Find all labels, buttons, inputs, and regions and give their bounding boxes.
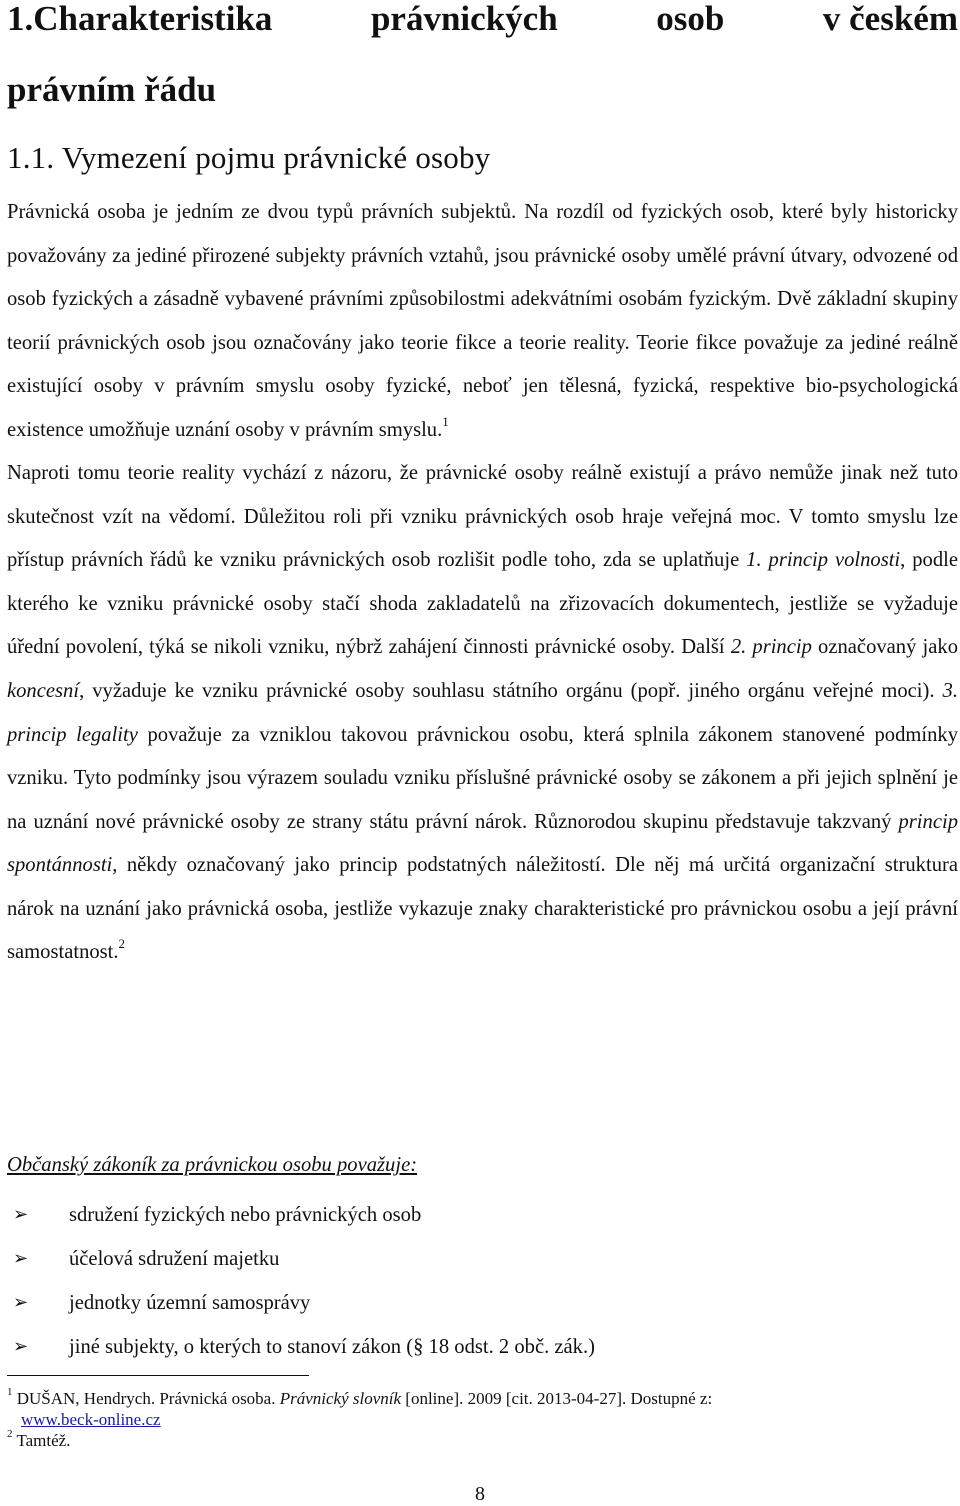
- paragraph-2-text: považuje za vzniklou takovou právnickou osobu, která splnila zákonem stanovené podmínky vzniku. Tyto podmínky jsou výrazem souladu vzniku příslušné právnické osoby se zákonem a při jejich splnění je na uznání nové právnické osoby ze strany státu právní nárok. Různorodou skupinu představuje takzvaný: [7, 723, 958, 833]
- heading-word: právnických: [370, 0, 558, 38]
- footnote-text: Tamtéž.: [12, 1431, 71, 1450]
- paragraph-1-text: Právnická osoba je jedním ze dvou typů právních subjektů. Na rozdíl od fyzických osob, které byly historicky považovány za jediné přirozené subjekty právních vztahů, jsou právnické osoby umělé právní útvary, odvozené od osob fyzických a zásadně vybavené právními způsobilostmi adekvátními osobám fyzickým. Dvě základní skupiny teorií právnických osob jsou označovány jako teorie fikce a teorie reality. Teorie fikce považuje za jediné reálně existující osoby v právním smyslu osoby fyzické, neboť jen tělesná, fyzická, respektive bio-psychologická existence umožňuje uznání osoby v právním smyslu.: [7, 201, 958, 441]
- list-item-text: účelová sdružení majetku: [69, 1248, 280, 1270]
- arrow-bullet-icon: ➢: [13, 1292, 29, 1313]
- list-intro: Občanský zákoník za právnickou osobu považuje:: [7, 1154, 418, 1176]
- footnote-number: 1: [7, 1386, 13, 1399]
- page-number: 8: [475, 1483, 485, 1505]
- footnote-text: [online]. 2009 [cit. 2013-04-27]. Dostupné z:: [401, 1389, 713, 1408]
- paragraph-2: [7, 452, 958, 975]
- paragraph-2-text: označovaný jako: [811, 636, 958, 659]
- arrow-bullet-icon: ➢: [13, 1204, 29, 1225]
- chapter-heading: [7, 0, 958, 126]
- body-text: [7, 191, 958, 975]
- paragraph-2-text: , podle kterého ke vzniku právnické osoby stačí shoda zakladatelů na zřizovacích dokumentech, jestliže se vyžaduje úřední povolení, týká se nikoli vzniku, nýbrž zahájení činnosti právnické osoby. Další: [7, 549, 958, 659]
- list-item: [7, 1281, 595, 1325]
- list-item-text: jednotky územní samosprávy: [69, 1292, 311, 1314]
- footnote-text: DUŠAN, Hendrych. Právnická osoba.: [12, 1389, 280, 1408]
- chapter-heading-line2: právním řádu: [7, 70, 217, 109]
- footnote-divider: [7, 1375, 309, 1376]
- italic-term: 1. princip volnosti: [746, 549, 901, 572]
- paragraph-1: [7, 191, 958, 452]
- heading-word: osob: [656, 0, 725, 38]
- italic-term: princip spontánnosti: [7, 810, 958, 877]
- italic-term: koncesní: [7, 680, 80, 703]
- list-item: [7, 1193, 595, 1237]
- footnote-ref-2: 2: [118, 936, 126, 952]
- list-item: [7, 1237, 595, 1281]
- list-item-text: sdružení fyzických nebo právnických osob: [69, 1204, 422, 1226]
- italic-term: 2. princip: [730, 636, 812, 659]
- chapter-heading-line1: [7, 0, 958, 38]
- bullet-list: [7, 1193, 595, 1369]
- footnote-2: [7, 1430, 937, 1451]
- heading-word: 1.Charakteristika: [7, 0, 273, 38]
- footnote-number: 2: [7, 1428, 13, 1441]
- list-item-text: jiné subjekty, o kterých to stanoví zákon (§ 18 odst. 2 obč. zák.): [69, 1336, 595, 1358]
- footnote-link[interactable]: www.beck-online.cz: [21, 1410, 161, 1429]
- arrow-bullet-icon: ➢: [13, 1336, 29, 1357]
- footnotes: [7, 1388, 937, 1451]
- arrow-bullet-icon: ➢: [13, 1248, 29, 1269]
- document-page: [7, 0, 958, 1358]
- paragraph-2-text: , někdy označovaný jako princip podstatných náležitostí. Dle něj má určitá organizační struktura nárok na uznání jako právnická osoba, jestliže vykazuje znaky charakteristické pro právnickou osobu a její právní samostatnost.: [7, 854, 958, 964]
- footnote-ref-1: 1: [442, 413, 449, 429]
- italic-term: 3. princip legality: [7, 680, 958, 746]
- paragraph-2-text: Naproti tomu teorie reality vychází z názoru, že právnické osoby reálně existují a právo nemůže jinak než tuto skutečnost vzít na vědomí. Důležitou roli při vzniku právnických osob hraje veřejná moc. V tomto smyslu lze přístup právních řádů ke vzniku právnických osob rozlišit podle toho, zda se uplatňuje: [7, 462, 958, 572]
- footnote-1: [7, 1388, 937, 1430]
- heading-word: v českém: [822, 0, 958, 38]
- paragraph-2-text: , vyžaduje ke vzniku právnické osoby souhlasu státního orgánu (popř. jiného orgánu veřejné moci).: [79, 680, 943, 703]
- footnote-italic: Právnický slovník: [279, 1389, 402, 1408]
- list-item: [7, 1325, 595, 1369]
- section-heading: 1.1. Vymezení pojmu právnické osoby: [7, 140, 491, 175]
